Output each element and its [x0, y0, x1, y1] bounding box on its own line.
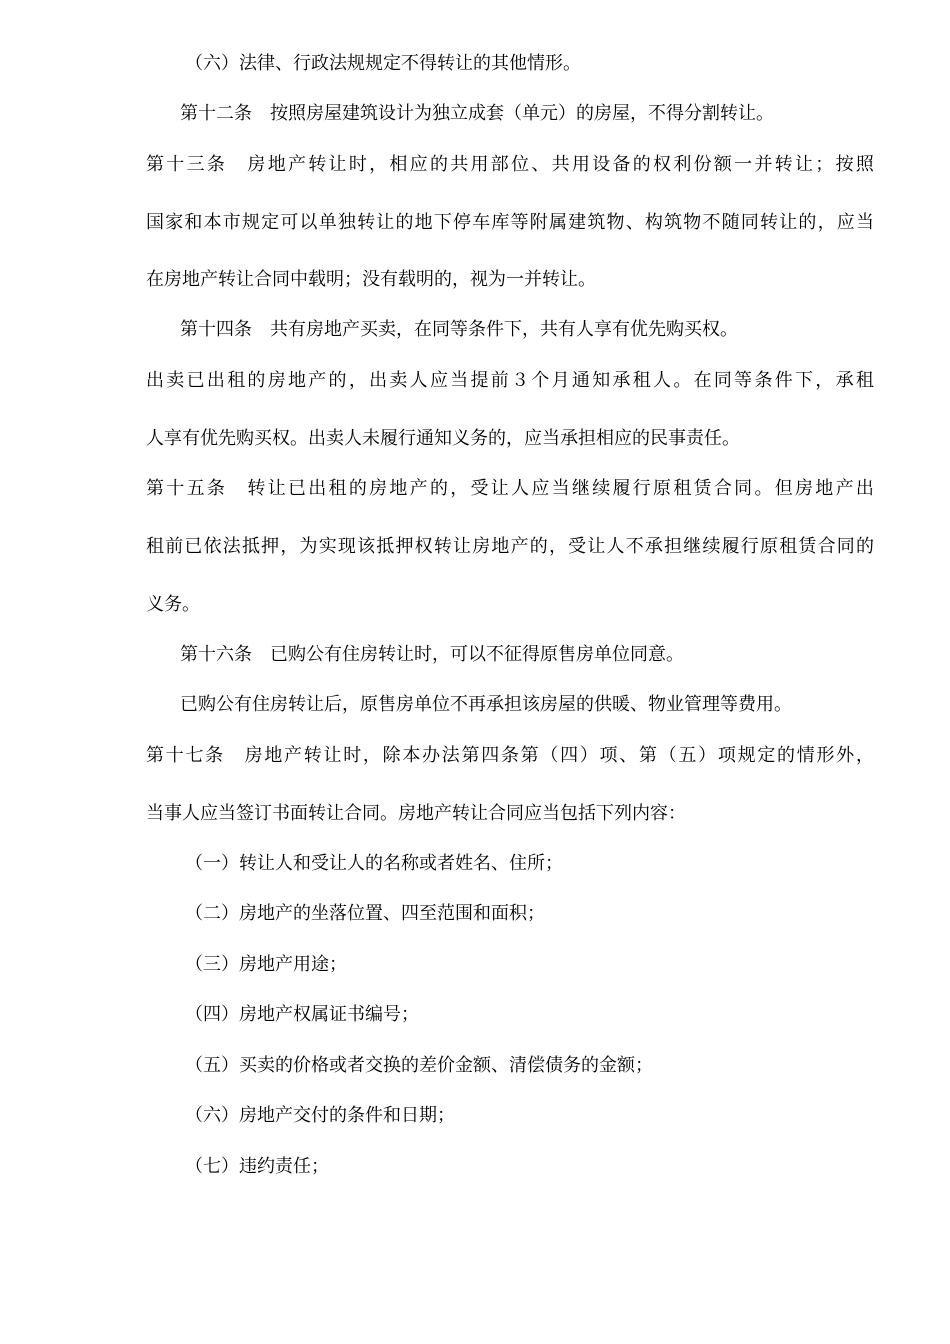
list-item: （五）买卖的价格或者交换的差价金额、清偿债务的金额； [185, 1055, 653, 1076]
article-16-para-2: 已购公有住房转让后，原售房单位不再承担该房屋的供暖、物业管理等费用。 [180, 694, 792, 715]
list-item: （七）违约责任； [185, 1156, 329, 1177]
article-13-line-1: 第 十 三 条 房 地 产 转 让 时 ， 相 应 的 共 用 部 位 、 共 用 设 备 的 权 利 份 额 一 并 转 让 ； 按 照 [146, 154, 874, 175]
article-15-line-3: 义务。 [146, 594, 200, 615]
article-12: 第十二条 按照房屋建筑设计为独立成套（单元）的房屋，不得分割转让。 [180, 103, 774, 124]
list-item: （二）房地产的坐落位置、四至范围和面积； [185, 903, 545, 924]
list-item: （六）房地产交付的条件和日期； [185, 1105, 455, 1126]
article-13-line-3: 在房地产转让合同中载明；没有载明的，视为一并转让。 [146, 269, 596, 290]
article-17-line-2: 当事人应当签订书面转让合同。房地产转让合同应当包括下列内容： [146, 803, 686, 824]
list-item: （一）转让人和受让人的名称或者姓名、住所； [185, 853, 563, 874]
article-17-line-1: 第 十 七 条 房 地 产 转 让 时 ， 除 本 办 法 第 四 条 第 （ 四 ） 项 、 第 （ 五 ） 项 规 定 的 情 形 外 ， [146, 745, 874, 766]
list-item: （三）房地产用途； [185, 954, 347, 975]
clause-item-6: （六）法律、行政法规规定不得转让的其他情形。 [185, 53, 581, 74]
article-15-line-2: 租 前 已 依 法 抵 押 ， 为 实 现 该 抵 押 权 转 让 房 地 产 的 ， 受 让 人 不 承 担 继 续 履 行 原 租 赁 合 同 的 [146, 536, 874, 557]
article-14: 第十四条 共有房地产买卖，在同等条件下，共有人享有优先购买权。 [180, 319, 738, 340]
list-item: （四）房地产权属证书编号； [185, 1004, 419, 1025]
article-15-line-1: 第 十 五 条 转 让 已 出 租 的 房 地 产 的 ， 受 让 人 应 当 继 续 履 行 原 租 赁 合 同 。 但 房 地 产 出 [146, 478, 874, 499]
article-16: 第十六条 已购公有住房转让时，可以不征得原售房单位同意。 [180, 644, 684, 665]
article-14-para-2-line-2: 人享有优先购买权。出卖人未履行通知义务的，应当承担相应的民事责任。 [146, 428, 740, 449]
article-13-line-2: 国 家 和 本 市 规 定 可 以 单 独 转 让 的 地 下 停 车 库 等 附 属 建 筑 物 、 构 筑 物 不 随 同 转 让 的 ， 应 当 [146, 212, 874, 233]
article-14-para-2-line-1: 出 卖 已 出 租 的 房 地 产 的 ， 出 卖 人 应 当 提 前 ３ 个 月 通 知 承 租 人 。 在 同 等 条 件 下 ， 承 租 [146, 370, 874, 391]
